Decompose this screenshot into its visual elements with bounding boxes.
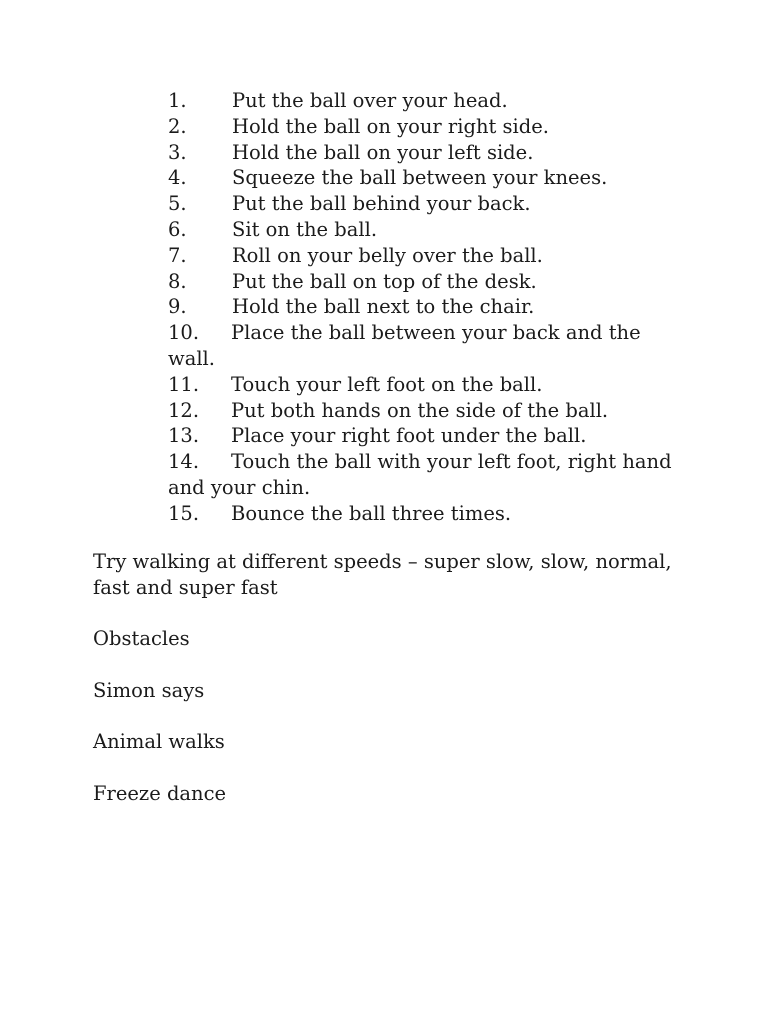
list-number: 12. [168,398,200,422]
list-item [168,269,688,295]
numbered-list [168,88,688,527]
list-number: 10. [168,321,200,345]
list-item [168,449,688,501]
list-number: 3. [168,140,187,164]
list-item [168,88,688,114]
try-walking-paragraph: Try walking at different speeds – super slow, slow, normal, fast and super fast [93,550,672,599]
animal-walks-paragraph: Animal walks [93,730,225,753]
freeze-dance-paragraph: Freeze dance [93,782,227,805]
list-text: Bounce the ball three times. [231,501,512,525]
list-text: Hold the ball next to the chair. [232,295,535,319]
list-item [168,243,688,269]
list-text: Sit on the ball. [232,217,378,241]
list-number: 5. [168,192,187,216]
list-item [168,423,688,449]
list-number: 4. [168,166,187,190]
simon-says-paragraph: Simon says [93,679,205,702]
list-item [168,398,688,424]
list-item [168,501,688,527]
list-item [168,165,688,191]
list-text: Put the ball on top of the desk. [232,269,537,293]
list-text: Place your right foot under the ball. [231,424,587,448]
list-number: 13. [168,424,200,448]
list-number: 15. [168,501,200,525]
list-number: 11. [168,372,200,396]
list-text: Touch your left foot on the ball. [231,372,543,396]
list-item [168,191,688,217]
list-number: 9. [168,295,187,319]
list-text: Touch the ball with your left foot, right hand and your chin. [168,450,672,499]
list-number: 6. [168,217,187,241]
list-item [168,294,688,320]
list-text: Hold the ball on your right side. [232,114,550,138]
list-item [168,320,688,372]
list-number: 14. [168,450,200,474]
list-number: 1. [168,89,187,112]
list-item [168,114,688,140]
list-text: Hold the ball on your left side. [232,140,534,164]
list-item [168,140,688,166]
list-text: Squeeze the ball between your knees. [232,166,608,190]
obstacles-paragraph: Obstacles [93,627,190,650]
list-item [168,217,688,243]
list-number: 2. [168,114,187,138]
list-number: 8. [168,269,187,293]
list-text: Roll on your belly over the ball. [232,243,543,267]
list-text: Put the ball over your head. [232,89,508,112]
list-text: Put both hands on the side of the ball. [231,398,609,422]
list-text: Put the ball behind your back. [232,192,531,216]
list-number: 7. [168,243,187,267]
list-text: Place the ball between your back and the wall. [168,321,641,370]
list-item [168,372,688,398]
